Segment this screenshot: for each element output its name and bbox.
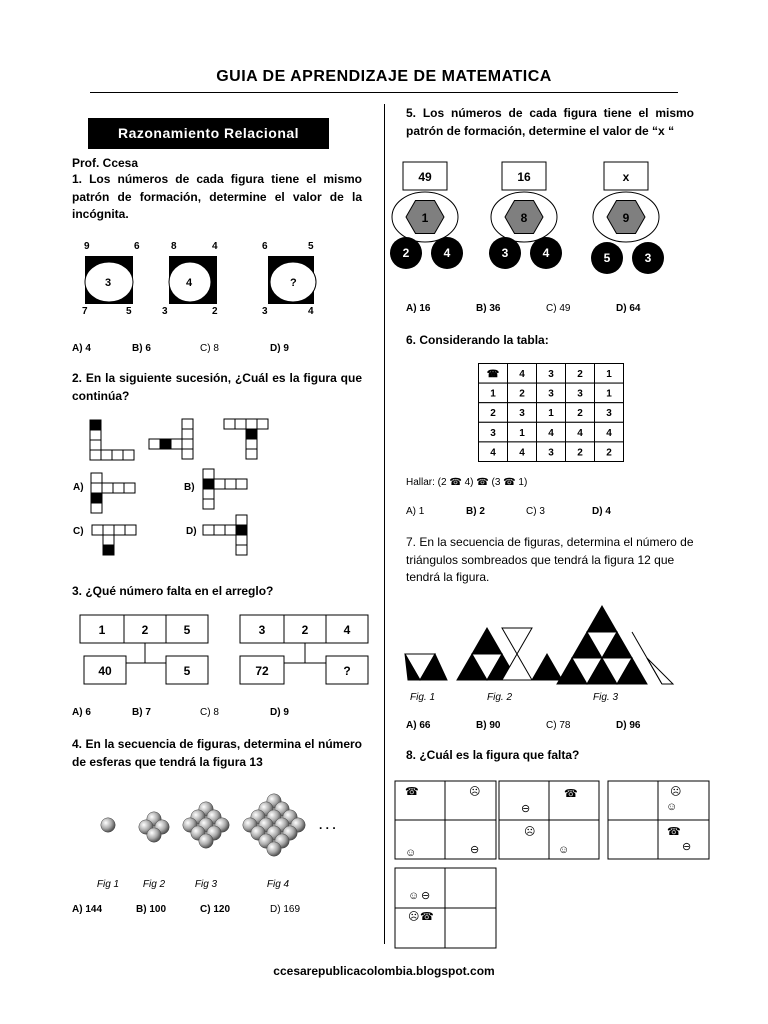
q5-text: 5. Los números de cada figura tiene el mismo patrón de formación, determine el valor de “x “	[406, 106, 694, 138]
q3-left-top-2: 2	[141, 623, 149, 637]
sphere-1	[101, 818, 115, 832]
q3-right-top-1: 3	[258, 623, 266, 637]
q6-cell-value: 1	[606, 369, 612, 380]
q6-cell-value: 3	[548, 369, 554, 380]
q7-white-triangle-3	[647, 658, 673, 684]
q1-f3-tl: 6	[262, 241, 268, 252]
frown-icon: ☹	[469, 786, 481, 798]
q1-f2-tl: 8	[171, 241, 177, 252]
q2-option-b: B)	[184, 482, 195, 493]
q7-option-a[interactable]: A) 66	[406, 720, 431, 731]
q3-option-d[interactable]: D) 9	[270, 707, 289, 718]
q2-option-a: A)	[73, 482, 84, 493]
q1-option-b[interactable]: B) 6	[132, 343, 151, 354]
q4-caption-4: Fig 4	[266, 879, 290, 890]
q6-cell-value: 4	[606, 427, 612, 439]
q3-right-br: ?	[343, 664, 351, 678]
q7-shaded-triangle-3	[587, 606, 617, 632]
section-banner: Razonamiento Relacional	[88, 118, 329, 149]
q6-option-b[interactable]: B) 2	[466, 506, 485, 517]
q1-text: 1. Los números de cada figura tiene el mismo patrón de formación, determine el valor de la incógnita.	[72, 172, 362, 221]
q3-figures	[78, 612, 378, 692]
q6-option-a[interactable]: A) 1	[406, 506, 425, 517]
q1-option-d[interactable]: D) 9	[270, 343, 289, 354]
q4-caption-2: Fig 2	[142, 879, 166, 890]
q5-option-b[interactable]: B) 36	[476, 303, 501, 314]
q5-right-value: 3	[644, 251, 652, 265]
phone-icon: ☎	[564, 788, 578, 800]
q4-option-a[interactable]: A) 144	[72, 904, 103, 915]
q3-left-br: 5	[183, 664, 191, 678]
q8-figures	[394, 779, 714, 951]
smile-icon: ☺	[405, 847, 417, 859]
q5-right-value: 4	[443, 246, 451, 260]
q1-f1-br: 5	[126, 306, 132, 317]
q6-cell-value: 4	[519, 369, 525, 380]
q4-option-b[interactable]: B) 100	[136, 904, 167, 915]
q6-cell-value: 1	[606, 388, 612, 400]
q2-option-c: C)	[73, 526, 84, 537]
q5-figures	[385, 160, 685, 280]
q1-f3-br: 4	[308, 306, 314, 317]
q3-option-b[interactable]: B) 7	[132, 707, 151, 718]
q5-option-a[interactable]: A) 16	[406, 303, 431, 314]
q7-white-triangle-2	[502, 628, 532, 654]
q6-text: 6. Considerando la tabla:	[406, 333, 549, 347]
frown-icon: ☹	[670, 786, 682, 798]
q1-f1-bl: 7	[82, 306, 88, 317]
q3-options	[72, 707, 352, 721]
q6-cell-value: 3	[577, 388, 583, 400]
q6-cell-value: 1	[548, 408, 554, 420]
q6-options	[406, 506, 686, 520]
q4-ellipsis: . . .	[319, 818, 336, 832]
page-title: GUIA DE APRENDIZAJE DE MATEMATICA	[216, 68, 552, 85]
q6-cell-value: 3	[548, 388, 554, 400]
q1-f3-bl: 3	[262, 306, 268, 317]
q6-option-d[interactable]: D) 4	[592, 506, 611, 517]
q6-cell-value: 3	[548, 447, 554, 459]
q4-caption-3: Fig 3	[194, 879, 218, 890]
phone-icon: ☎	[667, 826, 681, 838]
title-rule	[90, 92, 678, 93]
q6-cell-value: 2	[577, 408, 583, 420]
q6-cell-value: 2	[577, 447, 583, 459]
q7-caption-2: Fig. 2	[487, 692, 513, 703]
q1-f1-tl: 9	[84, 241, 90, 252]
sphere-3	[199, 834, 213, 848]
q7-option-b[interactable]: B) 90	[476, 720, 501, 731]
q3-option-c[interactable]: C) 8	[200, 707, 219, 718]
q1-options	[72, 343, 352, 357]
q7-caption-3: Fig. 3	[593, 692, 619, 703]
q5-figure-1	[390, 162, 463, 269]
smile-icon: ☺	[666, 801, 678, 813]
q1-figure-2	[162, 241, 218, 317]
q7-option-c[interactable]: C) 78	[546, 720, 571, 731]
q6-cell-value: 3	[490, 427, 496, 439]
q5-top-value: x	[622, 170, 630, 184]
q3-option-a[interactable]: A) 6	[72, 707, 91, 718]
sphere-2	[147, 828, 161, 842]
q1-f2-center: 4	[186, 277, 193, 289]
q6-cell-value: 3	[606, 408, 612, 420]
q2-option-d: D)	[186, 526, 197, 537]
q1-option-c[interactable]: C) 8	[200, 343, 219, 354]
q5-figure-2	[489, 162, 562, 269]
q1-f1-center: 3	[105, 277, 112, 289]
frown-icon: ☹	[408, 911, 420, 923]
q4-option-d[interactable]: D) 169	[270, 904, 301, 915]
frown-icon: ☹	[524, 826, 536, 838]
q6-cell-value: 2	[606, 447, 612, 459]
q5-left-value: 3	[501, 246, 509, 260]
q7-options	[406, 720, 686, 734]
q1-option-a[interactable]: A) 4	[72, 343, 91, 354]
q3-text: 3. ¿Qué número falta en el arreglo?	[72, 584, 274, 598]
q3-right-top-2: 2	[301, 623, 309, 637]
smile-icon: ☺	[408, 890, 420, 902]
neutral-icon: ⊖	[470, 844, 480, 856]
q1-f2-br: 2	[212, 306, 218, 317]
q8-text: 8. ¿Cuál es la figura que falta?	[406, 748, 580, 762]
q1-f3-tr: 5	[308, 241, 314, 252]
q5-top-value: 49	[418, 170, 432, 184]
q1-f2-tr: 4	[212, 241, 218, 252]
q7-text: 7. En la secuencia de figuras, determina el número de triángulos sombreados que tendrá la figura 12 que tendrá la figura.	[406, 535, 694, 584]
neutral-icon: ⊖	[521, 803, 531, 815]
neutral-icon: ⊖	[682, 841, 692, 853]
q1-figures	[72, 236, 332, 320]
q7-caption-1: Fig. 1	[410, 692, 436, 703]
q3-left-bl: 40	[98, 664, 112, 678]
author-label: Prof. Ccesa	[72, 156, 139, 170]
footer-url[interactable]: ccesarepublicacolombia.blogspot.com	[273, 964, 495, 978]
q3-left-top-3: 5	[183, 623, 191, 637]
q6-table	[478, 363, 628, 465]
smile-icon: ☺	[558, 844, 570, 856]
q3-right-top-3: 4	[343, 623, 351, 637]
q1-figure-3	[262, 241, 316, 317]
q4-text: 4. En la secuencia de figuras, determina el número de esferas que tendrá la figura 13	[72, 737, 362, 769]
q7-shaded-triangle-2	[532, 654, 562, 680]
q5-hex-value: 8	[520, 211, 528, 225]
q3-left-top-1: 1	[98, 623, 106, 637]
sphere-4	[267, 842, 281, 856]
q5-left-value: 2	[402, 246, 410, 260]
phone-icon: ☎	[405, 786, 419, 798]
q6-cell-value: 2	[490, 408, 496, 420]
q6-find: Hallar: (2 ☎ 4) ☎ (3 ☎ 1)	[406, 477, 528, 488]
q6-cell-value: 1	[490, 388, 496, 400]
q4-options	[72, 904, 352, 918]
q6-cell-value: 4	[490, 447, 496, 459]
q5-hex-value: 9	[622, 211, 630, 225]
q6-cell-value: 3	[519, 408, 525, 420]
q4-sphere-figures	[72, 775, 362, 895]
neutral-icon: ⊖	[421, 890, 431, 902]
q6-cell-value: ☎	[486, 369, 500, 380]
q1-f2-bl: 3	[162, 306, 168, 317]
phone-icon: ☎	[420, 911, 434, 923]
q6-cell-value: 4	[548, 427, 554, 439]
q6-cell-value: 1	[519, 427, 525, 439]
q2-text: 2. En la siguiente sucesión, ¿Cuál es la figura que continúa?	[72, 371, 362, 403]
q2-figures	[72, 415, 312, 560]
q5-options	[406, 303, 686, 317]
q5-right-value: 4	[542, 246, 550, 260]
q7-option-d[interactable]: D) 96	[616, 720, 641, 731]
q6-cell-value: 4	[519, 447, 525, 459]
q7-triangle-figures	[400, 600, 670, 705]
q1-f3-center: ?	[290, 277, 297, 289]
q5-hex-value: 1	[421, 211, 429, 225]
q1-figure-1	[82, 241, 140, 317]
q5-option-d[interactable]: D) 64	[616, 303, 641, 314]
q4-option-c[interactable]: C) 120	[200, 904, 231, 915]
q5-left-value: 5	[603, 251, 611, 265]
q6-option-c[interactable]: C) 3	[526, 506, 545, 517]
q5-top-value: 16	[517, 170, 531, 184]
q6-cell-value: 4	[577, 427, 583, 439]
q1-f1-tr: 6	[134, 241, 140, 252]
sphere-group	[101, 794, 305, 856]
q6-cell-value: 2	[519, 388, 525, 400]
q7-shaded-triangle-2	[472, 628, 502, 654]
q5-option-c[interactable]: C) 49	[546, 303, 571, 314]
q4-caption-1: Fig 1	[96, 879, 120, 890]
q3-right-bl: 72	[255, 664, 269, 678]
q6-cell-value: 2	[577, 369, 583, 380]
q5-figure-3	[591, 162, 664, 274]
